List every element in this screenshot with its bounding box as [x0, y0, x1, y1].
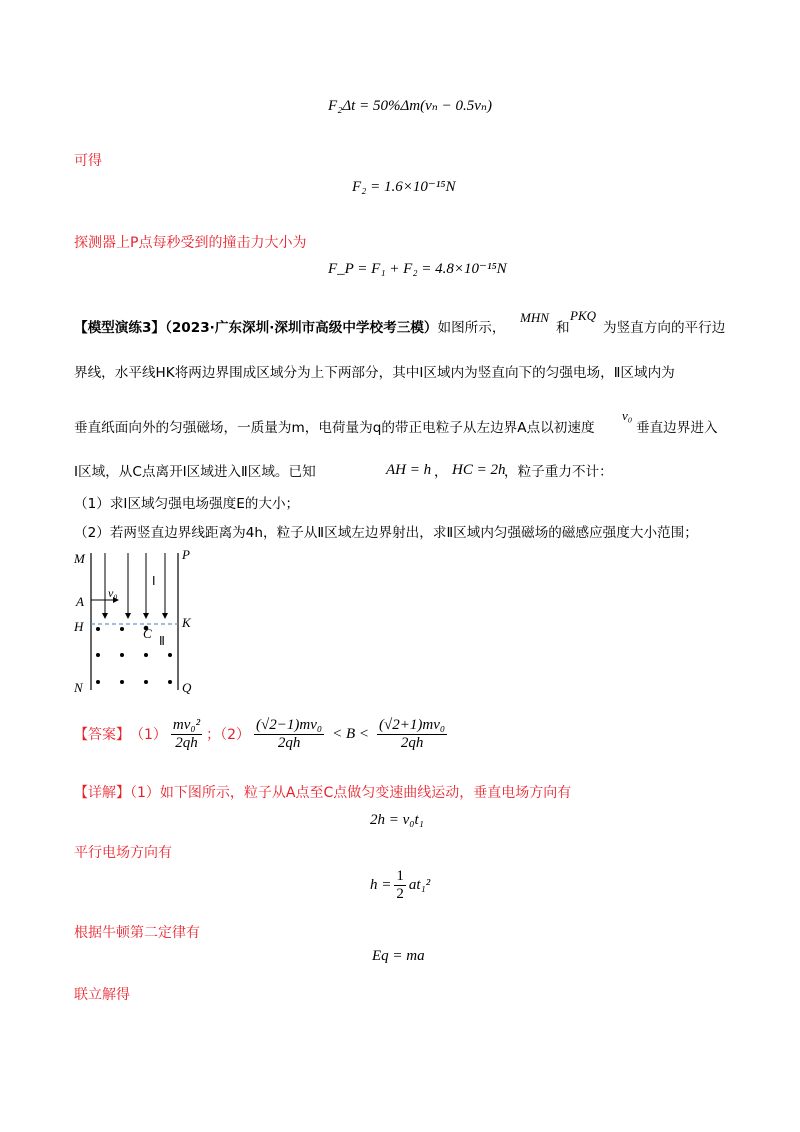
question-2: （2）若两竖直边界线距离为4h，粒子从Ⅱ区域左边界射出，求Ⅱ区域内匀强磁场的磁感应强度大小范围；: [74, 525, 698, 541]
label-detector-force: 探测器上P点每秒受到的撞击力大小为: [74, 235, 307, 251]
problem-line-4b: ，粒子重力不计：: [504, 464, 613, 480]
label-combine: 联立解得: [74, 987, 130, 1003]
fraction-numerator: mv₀²: [172, 716, 201, 733]
problem-tag: 【模型演练3】: [74, 320, 166, 336]
answer-sep: ；（2）: [206, 727, 251, 743]
answer-fraction-2: [254, 717, 324, 752]
label-C: C: [143, 626, 152, 641]
answer-tag: 【答案】: [74, 727, 130, 743]
fraction-numerator: (√2+1)mv₀: [379, 716, 446, 733]
answer-row: [74, 712, 451, 756]
equation-newton: Eq = ma: [372, 948, 425, 964]
problem-line-1: [74, 318, 505, 338]
field-diagram: [70, 545, 210, 700]
label-mhn: MHN: [520, 310, 549, 325]
label-v0: v₀: [622, 408, 633, 423]
equation-perpendicular: 2h = v₀t₁: [370, 812, 424, 828]
label-M: M: [74, 551, 85, 566]
answer-fraction-3: [377, 717, 447, 752]
detail-tag: 【详解】: [74, 785, 130, 801]
equation-f2: F₂ = 1.6×10⁻¹⁵N: [352, 179, 456, 195]
label-region-1: Ⅰ: [152, 574, 156, 588]
given-ah: AH = h: [386, 462, 432, 478]
eq-rhs: at₁²: [408, 877, 431, 893]
label-v0-fig: v₀: [108, 586, 118, 600]
fraction-denominator: 2qh: [175, 734, 198, 751]
label-parallel: 平行电场方向有: [74, 845, 172, 861]
label-he: 和: [556, 320, 570, 336]
fraction-half: [394, 868, 406, 903]
fraction-denominator: 2: [396, 886, 404, 902]
label-newton: 根据牛顿第二定律有: [74, 925, 200, 941]
equation-impulse: F₂Δt = 50%Δm(vₙ − 0.5vₙ): [328, 98, 492, 114]
fraction-denominator: 2qh: [277, 734, 301, 751]
answer-fraction-1: [171, 717, 202, 752]
fraction-numerator: (√2−1)mv₀: [256, 716, 323, 733]
detail-text: （1）如下图所示，粒子从A点至C点做匀变速曲线运动，垂直电场方向有: [130, 785, 572, 801]
label-region-2: Ⅱ: [159, 634, 165, 648]
label-N: N: [74, 680, 83, 695]
problem-line-4: Ⅰ区域，从C点离开Ⅰ区域进入Ⅱ区域。已知: [74, 464, 316, 480]
label-kede: 可得: [74, 153, 102, 169]
problem-text: 如图所示，: [437, 320, 506, 336]
given-comma: ，: [434, 464, 448, 480]
label-P: P: [182, 547, 190, 562]
answer-inequality: < B <: [332, 725, 370, 742]
problem-text-b: 为竖直方向的平行边: [603, 320, 726, 336]
label-H: H: [74, 619, 84, 634]
label-A: A: [76, 594, 84, 609]
eq-lhs: h =: [370, 877, 392, 893]
problem-line-3: 垂直纸面向外的匀强磁场，一质量为m，电荷量为q的带正电粒子从左边界A点以初速度: [74, 420, 595, 436]
label-pkq: PKQ: [570, 308, 596, 323]
answer-part1: （1）: [130, 727, 167, 743]
given-hc: HC = 2h: [452, 462, 506, 478]
problem-line-3b: 垂直边界进入: [636, 420, 718, 436]
label-K: K: [182, 615, 191, 630]
fraction-numerator: 1: [396, 868, 404, 884]
question-1: （1）求Ⅰ区域匀强电场强度E的大小；: [74, 496, 300, 512]
equation-parallel: [370, 868, 430, 903]
label-Q: Q: [182, 680, 192, 695]
problem-source: （2023·广东深圳·深圳市高级中学校考三模）: [165, 320, 438, 336]
detail-row: [74, 782, 571, 802]
problem-line-2: 界线，水平线HK将两边界围成区域分为上下两部分，其中Ⅰ区域内为竖直向下的匀强电场，Ⅱ区域内为: [74, 365, 675, 381]
equation-fp: F_P = F₁ + F₂ = 4.8×10⁻¹⁵N: [328, 261, 507, 277]
fraction-denominator: 2qh: [400, 734, 424, 751]
